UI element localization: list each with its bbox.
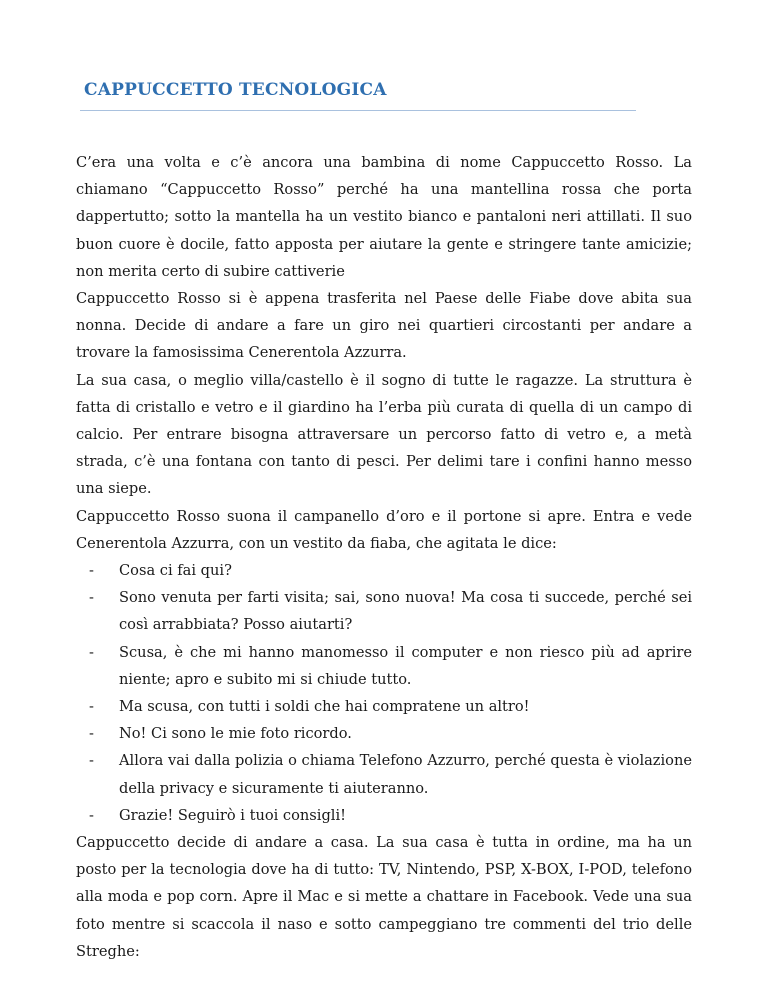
dialogue-list bbox=[76, 557, 692, 829]
paragraph: Cappuccetto Rosso suona il campanello d’oro e il portone si apre. Entra e vede Cenerentola Azzurra, con un vestito da fiaba, che agitata le dice: bbox=[76, 507, 692, 552]
dialogue-text: Ma scusa, con tutti i soldi che hai compratene un altro! bbox=[119, 698, 530, 716]
dialogue-line bbox=[76, 584, 692, 638]
dialogue-line bbox=[76, 639, 692, 693]
dialogue-text: Scusa, è che mi hanno manomesso il computer e non riesco più ad aprire niente; apro e subito mi si chiude tutto. bbox=[119, 643, 692, 688]
dialogue-line bbox=[76, 557, 692, 584]
paragraph: C’era una volta e c’è ancora una bambina di nome Cappuccetto Rosso. La chiamano “Cappuccetto Rosso” perché ha una mantellina rossa che porta dappertutto; sotto la mantella ha un vestito bianco e pantaloni neri attillati. Il suo buon cuore è docile, fatto apposta per aiutare la gente e stringere tante amicizie; non merita certo di subire cattiverie bbox=[76, 154, 692, 280]
dialogue-line bbox=[76, 802, 692, 829]
dialogue-dash: - bbox=[89, 643, 94, 661]
dialogue-dash: - bbox=[89, 806, 94, 824]
document-body bbox=[76, 149, 692, 965]
dialogue-dash: - bbox=[89, 752, 94, 770]
dialogue-text: Sono venuta per farti visita; sai, sono nuova! Ma cosa ti succede, perché sei così arrabbiata? Posso aiutarti? bbox=[119, 589, 692, 634]
dialogue-line bbox=[76, 747, 692, 801]
paragraph: Cappuccetto decide di andare a casa. La sua casa è tutta in ordine, ma ha un posto per la tecnologia dove ha di tutto: TV, Nintendo, PSP, X-BOX, I-POD, telefono alla moda e pop corn. Apre il Mac e si mette a chattare in Facebook. Vede una sua foto mentre si scaccola il naso e sotto campeggiano tre commenti del trio delle Streghe: bbox=[76, 834, 692, 960]
dialogue-dash: - bbox=[89, 698, 94, 716]
dialogue-text: Cosa ci fai qui? bbox=[119, 562, 232, 580]
dialogue-text: Allora vai dalla polizia o chiama Telefono Azzurro, perché questa è violazione della privacy e sicuramente ti aiuteranno. bbox=[119, 752, 692, 797]
document-title: CAPPUCCETTO TECNOLOGICA bbox=[84, 80, 387, 100]
dialogue-line bbox=[76, 693, 692, 720]
dialogue-text: No! Ci sono le mie foto ricordo. bbox=[119, 725, 352, 743]
title-underline bbox=[80, 110, 636, 111]
dialogue-text: Grazie! Seguirò i tuoi consigli! bbox=[119, 806, 346, 824]
dialogue-dash: - bbox=[89, 725, 94, 743]
dialogue-dash: - bbox=[89, 562, 94, 580]
paragraph: La sua casa, o meglio villa/castello è il sogno di tutte le ragazze. La struttura è fatta di cristallo e vetro e il giardino ha l’erba più curata di quella di un campo di calcio. Per entrare bisogna attraversare un percorso fatto di vetro e, a metà strada, c’è una fontana con tanto di pesci. Per delimi tare i confini hanno messo una siepe. bbox=[76, 371, 692, 498]
paragraph: Cappuccetto Rosso si è appena trasferita nel Paese delle Fiabe dove abita sua nonna. Decide di andare a fare un giro nei quartieri circostanti per andare a trovare la famosissima Cenerentola Azzurra. bbox=[76, 290, 692, 362]
dialogue-line bbox=[76, 720, 692, 747]
dialogue-dash: - bbox=[89, 589, 94, 607]
